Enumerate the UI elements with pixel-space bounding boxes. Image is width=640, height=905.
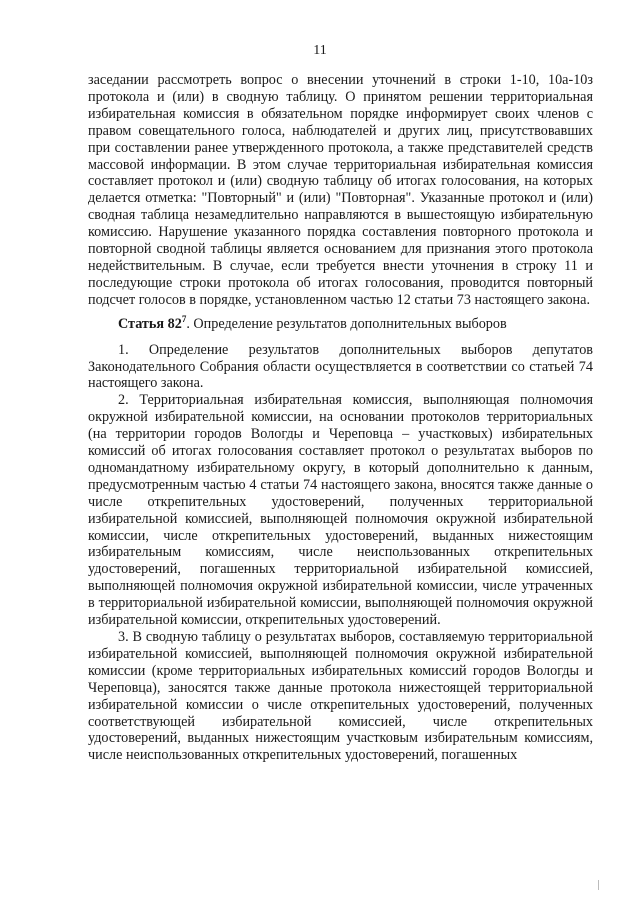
document-body [88, 72, 593, 764]
article-heading [88, 313, 593, 333]
paragraph-item-2: 2. Территориальная избирательная комиссия, выполняющая полномочия окружной избирательной комиссии, на основании протоколов территориальных (на территории городов Вологды и Череповца – участковых) избирательных комиссий об итогах голосования составляет протокол о результатах выборов по одномандатному избирательному округу, в который дополнительно к данным, предусмотренным частью 4 статьи 74 настоящего закона, вносятся также данные о числе открепительных удостоверений, полученных территориальной избирательной комиссией, выполняющей полномочия окружной избирательной комиссии, числе открепительных удостоверений, выданных нижестоящим избирательным комиссиям, числе неиспользованных открепительных удостоверений, погашенных территориальной избирательной комиссией, выполняющей полномочия окружной избирательной комиссии, числе утраченных в территориальной избирательной комиссии, выполняющей полномочия окружной избирательной комиссии, открепительных удостоверений. [88, 392, 593, 629]
scan-edge-mark [598, 880, 599, 890]
article-label: Статья 82 [118, 315, 182, 332]
paragraph-continuation: заседании рассмотреть вопрос о внесении уточнений в строки 1-10, 10а-10з протокола и (или) в сводную таблицу. О принятом решении территориальная избирательная комиссия в обязательном порядке информирует своих членов с правом совещательного голоса, наблюдателей и других лиц, присутствовавших при составлении ранее утвержденного протокола, а также представителей средств массовой информации. В этом случае территориальная избирательная комиссия составляет протокол и (или) сводную таблицу об итогах голосования, на которых делается отметка: "Повторный" и (или) "Повторная". Указанные протокол и (или) сводная таблица незамедлительно направляются в вышестоящую избирательную комиссию. Нарушение указанного порядка составления повторного протокола и повторной сводной таблицы является основанием для признания этого протокола недействительным. В случае, если требуется внести уточнения в строку 11 и последующие строки протокола об итогах голосования, проводится повторный подсчет голосов в порядке, установленном частью 12 статьи 73 настоящего закона. [88, 72, 593, 308]
paragraph-item-1: 1. Определение результатов дополнительных выборов депутатов Законодательного Собрания области осуществляется в соответствии со статьей 74 настоящего закона. [88, 341, 593, 392]
page-number: 11 [313, 43, 327, 58]
article-superscript: 7 [181, 313, 187, 324]
article-title: . Определение результатов дополнительных выборов [186, 315, 507, 332]
paragraph-item-3: 3. В сводную таблицу о результатах выборов, составляемую территориальной избирательной комиссией, выполняющей полномочия окружной избирательной комиссии (кроме территориальных избирательных комиссий городов Вологды и Череповца), заносятся также данные протокола нижестоящей территориальной избирательной комиссии о числе открепительных удостоверений, полученных соответствующей избирательной комиссией, числе открепительных удостоверений, выданных нижестоящим участковым избирательным комиссиям, числе неиспользованных открепительных удостоверений, погашенных [88, 629, 593, 764]
